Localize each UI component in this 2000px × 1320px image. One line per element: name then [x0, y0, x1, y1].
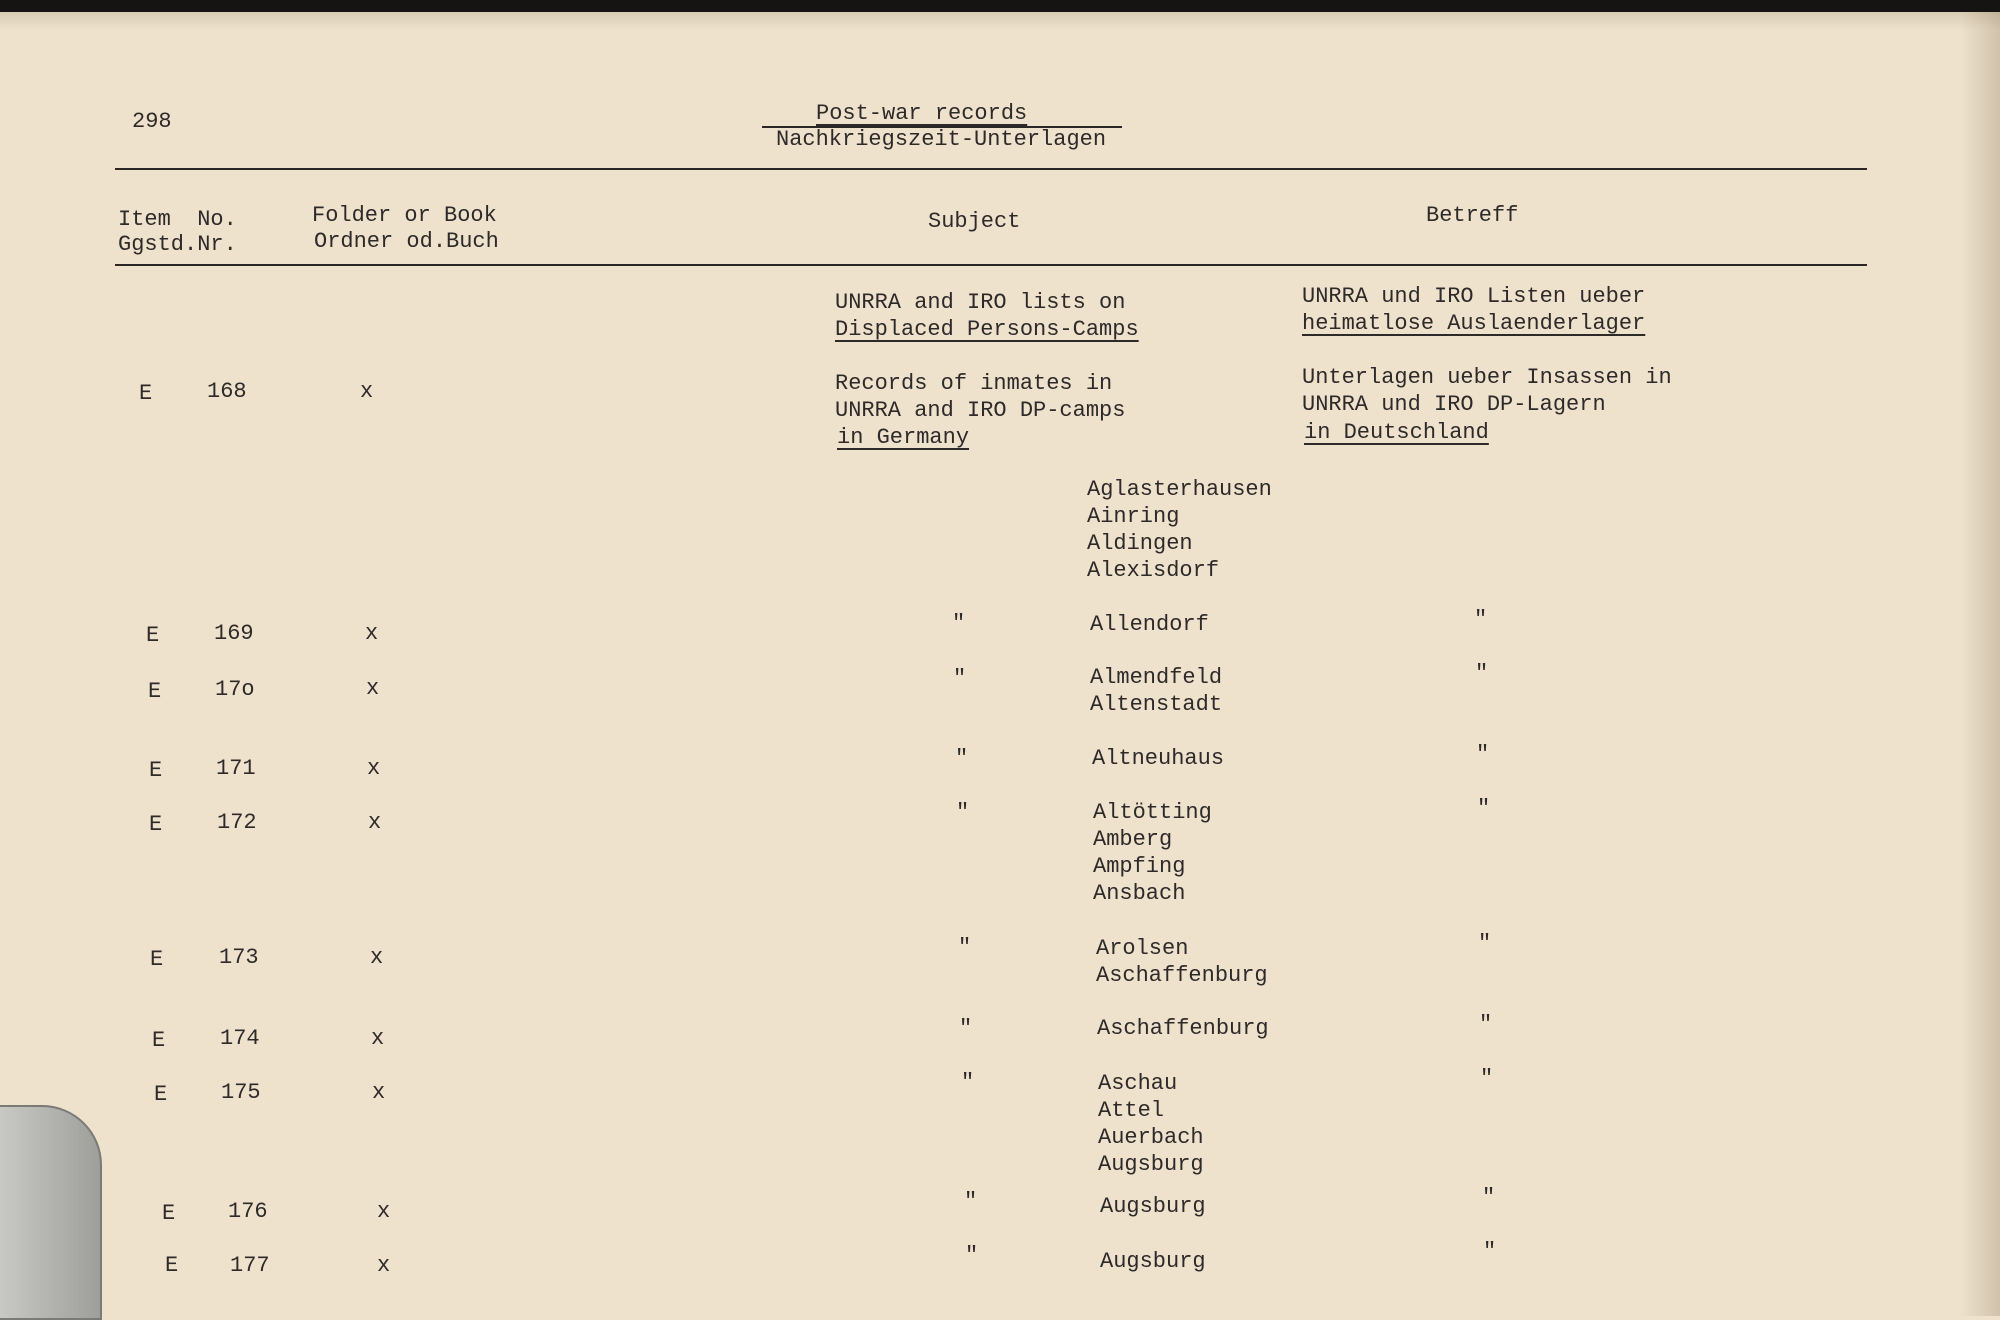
entry-prefix: E — [149, 758, 163, 783]
place-list — [1090, 611, 1209, 638]
place-list — [1090, 664, 1222, 718]
entry-prefix: E — [139, 381, 153, 406]
entry-subject-line-2: UNRRA and IRO DP-camps — [835, 398, 1126, 423]
place-name: Almendfeld — [1090, 665, 1223, 690]
entry-prefix: E — [148, 679, 162, 704]
place-list — [1100, 1248, 1206, 1275]
place-name: Altneuhaus — [1092, 746, 1225, 771]
place-name: Arolsen — [1096, 936, 1189, 961]
entry-subject-line-3: in Germany — [837, 425, 970, 450]
entry-number: 176 — [228, 1199, 268, 1224]
folder-mark: x — [370, 945, 384, 970]
place-list — [1097, 1015, 1269, 1042]
col-header-subject: Subject — [928, 209, 1021, 234]
col-header-betreff: Betreff — [1426, 203, 1519, 228]
entry-number: 177 — [230, 1253, 270, 1278]
folder-mark: x — [360, 379, 374, 404]
place-name: Aschau — [1098, 1071, 1178, 1096]
folder-mark: x — [368, 810, 382, 835]
ditto-betreff: " — [1474, 607, 1488, 632]
place-name: Ainring — [1087, 504, 1180, 529]
folder-mark: x — [372, 1080, 386, 1105]
ditto-subject: " — [952, 611, 966, 636]
place-name: Augsburg — [1100, 1194, 1206, 1219]
page-title-de: Nachkriegszeit-Unterlagen — [776, 127, 1107, 152]
col-header-folder-en: Folder or Book — [312, 203, 497, 228]
header-rule-top — [115, 168, 1867, 170]
entry-prefix: E — [146, 623, 160, 648]
entry-prefix: E — [150, 947, 164, 972]
place-name: Aglasterhausen — [1087, 477, 1272, 502]
entry-subject-line-1: Records of inmates in — [835, 371, 1113, 396]
entry-number: 17o — [215, 677, 255, 702]
entry-number: 171 — [216, 756, 256, 781]
col-header-item-de: Ggstd.Nr. — [118, 232, 237, 257]
entry-number: 168 — [207, 379, 247, 404]
place-list — [1096, 935, 1268, 989]
ditto-betreff: " — [1477, 796, 1491, 821]
section-betreff-line-2: heimatlose Auslaenderlager — [1302, 311, 1646, 336]
entry-prefix: E — [154, 1082, 168, 1107]
ditto-subject: " — [959, 1016, 973, 1041]
page-number: 298 — [132, 109, 172, 134]
place-name: Aschaffenburg — [1096, 963, 1268, 988]
entry-number: 172 — [217, 810, 257, 835]
place-name: Ansbach — [1093, 881, 1186, 906]
ditto-subject: " — [956, 800, 970, 825]
folder-mark: x — [377, 1253, 391, 1278]
section-betreff-line-1: UNRRA und IRO Listen ueber — [1302, 284, 1646, 309]
place-name: Augsburg — [1100, 1249, 1206, 1274]
place-name: Auerbach — [1098, 1125, 1204, 1150]
entry-betreff-line-1: Unterlagen ueber Insassen in — [1302, 365, 1672, 390]
section-subject-line-1: UNRRA and IRO lists on — [835, 290, 1126, 315]
section-subject-line-2: Displaced Persons-Camps — [835, 317, 1139, 342]
entry-prefix: E — [162, 1201, 176, 1226]
place-list — [1100, 1193, 1206, 1220]
ditto-betreff: " — [1480, 1066, 1494, 1091]
place-name: Alexisdorf — [1087, 558, 1220, 583]
ditto-subject: " — [953, 666, 967, 691]
entry-prefix: E — [152, 1028, 166, 1053]
place-list — [1093, 799, 1212, 907]
place-name: Augsburg — [1098, 1152, 1204, 1177]
entry-number: 169 — [214, 621, 254, 646]
folder-mark: x — [366, 676, 380, 701]
folder-mark: x — [367, 756, 381, 781]
page-edge-shading — [0, 12, 2000, 30]
entry-prefix: E — [165, 1253, 179, 1278]
ditto-betreff: " — [1475, 661, 1489, 686]
place-name: Ampfing — [1093, 854, 1186, 879]
ditto-betreff: " — [1479, 1012, 1493, 1037]
ditto-subject: " — [964, 1189, 978, 1214]
entry-prefix: E — [149, 812, 163, 837]
header-rule-bottom — [115, 264, 1867, 266]
ditto-betreff: " — [1483, 1239, 1497, 1264]
folder-mark: x — [377, 1199, 391, 1224]
folder-mark: x — [371, 1026, 385, 1051]
place-name: Altenstadt — [1090, 692, 1223, 717]
place-list — [1098, 1070, 1204, 1178]
ditto-subject: " — [955, 746, 969, 771]
ditto-subject: " — [961, 1070, 975, 1095]
entry-betreff-line-2: UNRRA und IRO DP-Lagern — [1302, 392, 1606, 417]
entry-number: 173 — [219, 945, 259, 970]
ditto-subject: " — [958, 935, 972, 960]
place-name: Attel — [1098, 1098, 1165, 1123]
page-title-en: Post-war records — [816, 101, 1028, 126]
place-name: Amberg — [1093, 827, 1173, 852]
binding-shadow — [1960, 12, 2000, 1316]
ditto-betreff: " — [1478, 931, 1492, 956]
ditto-betreff: " — [1476, 742, 1490, 767]
place-list — [1087, 476, 1272, 584]
entry-number: 175 — [221, 1080, 261, 1105]
binder-tab — [0, 1105, 102, 1320]
entry-number: 174 — [220, 1026, 260, 1051]
ditto-subject: " — [965, 1243, 979, 1268]
place-name: Allendorf — [1090, 612, 1209, 637]
place-name: Aldingen — [1087, 531, 1193, 556]
col-header-item-en: Item No. — [118, 207, 237, 232]
place-list — [1092, 745, 1224, 772]
ditto-betreff: " — [1482, 1185, 1496, 1210]
place-name: Aschaffenburg — [1097, 1016, 1269, 1041]
entry-betreff-line-3: in Deutschland — [1304, 420, 1489, 445]
col-header-folder-de: Ordner od.Buch — [314, 229, 499, 254]
scan-top-edge — [0, 0, 2000, 12]
folder-mark: x — [365, 621, 379, 646]
place-name: Altötting — [1093, 800, 1212, 825]
